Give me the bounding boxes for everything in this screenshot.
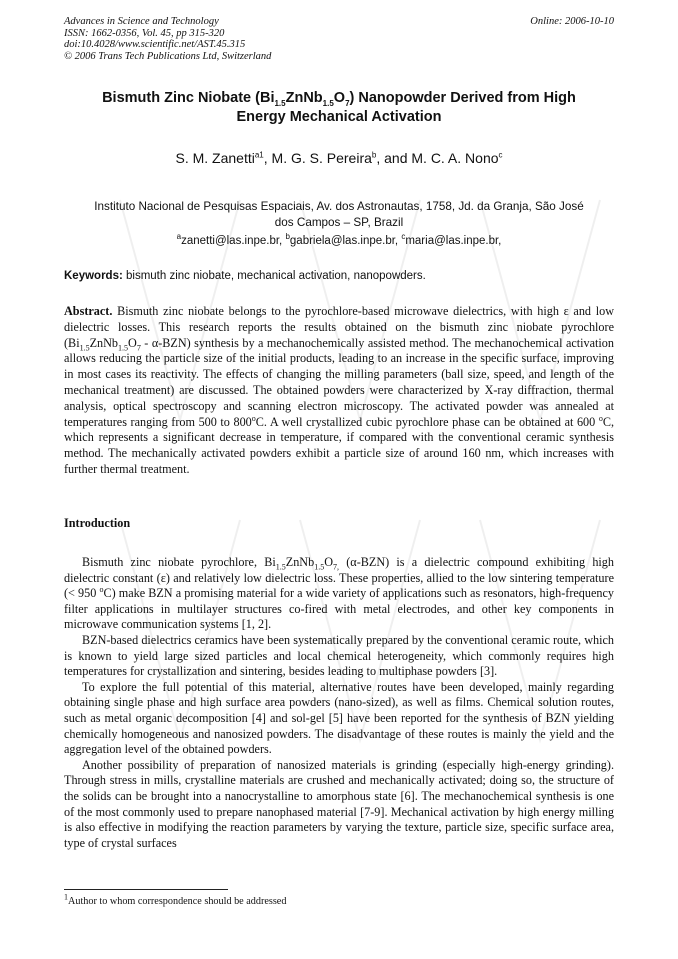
journal-name: Advances in Science and Technology xyxy=(64,16,219,27)
introduction-body xyxy=(64,555,614,851)
online-date: Online: 2006-10-10 xyxy=(530,16,614,27)
keywords xyxy=(64,270,614,282)
abstract: Abstract. Bismuth zinc niobate belongs to the pyrochlore-based microwave dielectrics, with high ε and low dielectric losses. This research reports the results obtained on the bismuth zinc niobate pyrochlore $(Bi_{1.5}ZnNb_{1.5}O_7 - \alpha-BZN)$ synthesis by a mechanochemically assisted method. The mechanochemical activation allows reducing the particle size of the initial products, leading to an increase in the specific surface, improving in most cases its reactivity. The effects of changing the milling parameters (ball size, speed, and length of the mechanical treatment) are discussed. The obtained powders were characterized by X-ray diffraction, thermal analysis, optical spectroscopy and scanning electron microscopy. The activated powder was annealed at temperatures ranging from 500 to 800$^o$C. A well crystallized cubic pyrochlore phase can be obtained at 600 $^o$C, which represents a significant decrease in temperature, if compared with the conventional ceramic synthesis method. The mechanically activated powders exhibit a particle size of around 160 nm, which increases with further thermal treatment. xyxy=(64,304,614,476)
author-list: S. M. Zanetti$^{a1}$, M. G. S. Pereira$^b$, and M. C. A. Nono$^c$ xyxy=(175,150,503,166)
issn-line: ISSN: 1662-0356, Vol. 45, pp 315-320 xyxy=(64,27,225,39)
doi-line: doi:10.4028/www.scientific.net/AST.45.315 xyxy=(64,39,246,51)
journal-header xyxy=(64,16,271,62)
email-link[interactable]: gabriela@las.inpe.br, xyxy=(289,235,399,247)
copyright-line: © 2006 Trans Tech Publications Ltd, Switzerland xyxy=(64,50,272,62)
paper-title: Bismuth Zinc Niobate $(Bi_{1.5}ZnNb_{1.5}O_7)$ Nanopowder Derived from High Energy Mechanical Activation xyxy=(102,90,576,125)
footnote: $^1$Author to whom correspondence should be addressed xyxy=(64,892,287,907)
email-link[interactable]: zanetti@las.inpe.br, xyxy=(181,235,283,247)
email-link[interactable]: maria@las.inpe.br, xyxy=(405,235,502,247)
email-list: $^a$zanetti@las.inpe.br, $^b$gabriela@las.inpe.br, $^c$maria@las.inpe.br, xyxy=(176,232,502,247)
keywords-label: Keywords: xyxy=(64,270,123,282)
affiliation: Instituto Nacional de Pesquisas Espaciais, Av. dos Astronautas, 1758, Jd. da Granja, São José dos Campos – SP, Brazil xyxy=(94,200,584,229)
abstract-label: Abstract. xyxy=(64,304,113,318)
footnote-divider xyxy=(64,889,228,890)
paragraph: To explore the full potential of this material, alternative routes have been developed, mainly regarding obtaining single phase and high surface area powders (nano-sized), as well as films. Chemical solution routes, such as metal organic decomposition [4] and sol-gel [5] have been reported for the synthesis of BZN yielding chemically homogeneous and nanosized powders. The disadvantage of these routes is mainly the yield and the aggregation level of the obtained powders. xyxy=(64,679,614,757)
paragraph: Bismuth zinc niobate pyrochlore, $Bi_{1.5}ZnNb_{1.5}O_{7,}$ (α-BZN) is a dielectric compound exhibiting high dielectric constant (ε) and relatively low dielectric loss. These properties, allied to the low sintering temperature (< 950 $^o$C) make BZN a promising material for a wide variety of applications such as resonators, high-frequency filter applications in multilayer structures co-fired with metal electrodes, and other key components in microwave communication systems [1, 2]. xyxy=(64,555,615,632)
keywords-text: bismuth zinc niobate, mechanical activation, nanopowders. xyxy=(126,270,426,282)
paragraph: Another possibility of preparation of nanosized materials is grinding (especially high-energy grinding). Through stress in mills, crystalline materials are crushed and mechanically activated; doing so, the structure of the solids can be brought into a nanocrystalline to amorphous state [6]. The mechanochemical synthesis is one of the most commonly used to prepare nanophased material [7-9]. Mechanical activation by high energy milling is also effective in modifying the reaction parameters by varying the texture, particle size, specific surface area, type of crystal surfaces xyxy=(64,757,614,850)
section-heading: Introduction xyxy=(64,516,131,530)
paragraph: BZN-based dielectrics ceramics have been systematically prepared by the conventional ceramic route, which is known to yield large sized particles and local chemical heterogeneity, which commonly requires high temperatures for crystallization and sintering, besides leading to multiphase powders [3]. xyxy=(64,632,614,679)
title-line-2: Energy Mechanical Activation xyxy=(236,109,442,125)
